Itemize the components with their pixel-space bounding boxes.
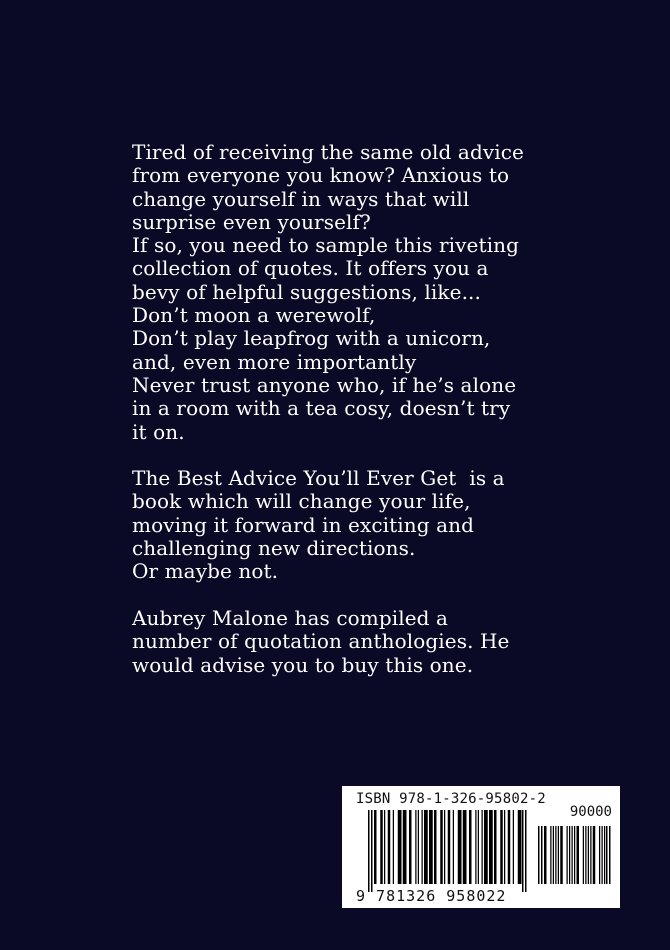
ean-digits: 9 781326 958022 (356, 887, 507, 905)
barcode-bar (440, 810, 443, 884)
barcode-bar (453, 810, 454, 884)
barcode-bar (415, 810, 416, 884)
barcode-bar (518, 810, 522, 884)
barcode-bar (572, 826, 573, 884)
barcode-bar (538, 826, 540, 884)
barcode-bar (593, 826, 596, 884)
barcode-bar (560, 826, 563, 884)
barcode-bar (544, 826, 547, 884)
barcode-bar (444, 810, 445, 884)
barcode-bar (469, 810, 472, 884)
blurb-line: from everyone you know? Anxious to (132, 163, 510, 188)
blurb-line: would advise you to buy this one. (132, 652, 474, 677)
barcode-bar (398, 810, 402, 884)
blurb-line: Aubrey Malone has compiled a (132, 605, 449, 630)
barcode-bar (489, 810, 493, 884)
blurb-line: The Best Advice You’ll Ever Get is a (132, 466, 505, 491)
back-cover-blurb (132, 141, 652, 700)
barcode-bar (525, 810, 527, 892)
barcode-bar (409, 810, 412, 884)
barcode-bar (374, 810, 377, 884)
blurb-paragraph-1 (132, 141, 652, 444)
blurb-line: moving it forward in exciting and (132, 512, 475, 537)
blurb-line: number of quotation anthologies. He (132, 629, 510, 654)
blurb-line: Don’t moon a werewolf, (132, 303, 376, 328)
barcode-bar (550, 826, 551, 884)
barcode-bar (484, 810, 488, 884)
blurb-line: book which will change your life, (132, 489, 471, 514)
barcode-bar (478, 810, 479, 884)
barcode-bar (494, 810, 497, 884)
barcode-bar (574, 826, 575, 884)
barcode-bar (418, 810, 419, 884)
barcode-bar (599, 826, 600, 884)
price-code: 90000 (569, 804, 612, 820)
barcode-bar (424, 810, 428, 884)
barcode-bar (569, 826, 570, 884)
blurb-line: Or maybe not. (132, 559, 279, 584)
barcode-bar (371, 810, 373, 892)
blurb-line: challenging new directions. (132, 536, 416, 561)
blurb-line: collection of quotes. It offers you a (132, 256, 489, 281)
blurb-line: change yourself in ways that will (132, 186, 470, 211)
barcode-bar (380, 810, 383, 884)
barcode-bar (429, 810, 433, 884)
blurb-line: Tired of receiving the same old advice (132, 140, 524, 164)
barcode-bar (422, 810, 423, 884)
blurb-paragraph-3 (132, 607, 652, 677)
blurb-line: surprise even yourself? (132, 209, 371, 234)
blurb-paragraph-2 (132, 467, 652, 583)
blurb-line: If so, you need to sample this riveting (132, 233, 519, 258)
barcode-bar (541, 826, 543, 884)
barcode-bar (508, 810, 511, 884)
barcode-bar (577, 826, 580, 884)
blurb-line: it on. (132, 419, 185, 444)
barcode-bar (368, 810, 370, 892)
barcode-bar (583, 826, 584, 884)
barcode-bar (513, 810, 514, 884)
barcode-bar (567, 826, 568, 884)
barcode-bar (588, 826, 589, 884)
barcode-bar (606, 826, 608, 884)
barcode-bar (434, 810, 437, 884)
barcode-bar (458, 810, 462, 884)
blurb-line: in a room with a tea cosy, doesn’t try (132, 396, 511, 421)
barcode-bar (475, 810, 476, 884)
barcode-bar (558, 826, 559, 884)
barcode-bar (388, 810, 391, 884)
barcode-bar (585, 826, 586, 884)
barcode-bar (590, 826, 591, 884)
barcode-bar (500, 810, 503, 884)
barcode-bar (553, 826, 554, 884)
barcode-bar (448, 810, 451, 884)
blurb-line: Never trust anyone who, if he’s alone (132, 372, 517, 397)
barcode-bar (403, 810, 407, 884)
barcode-bar (609, 826, 611, 884)
barcode-bar (393, 810, 394, 884)
isbn-barcode (342, 786, 620, 908)
isbn-number: ISBN 978-1-326-95802-2 (356, 791, 546, 807)
barcode-bar (602, 826, 603, 884)
blurb-line: and, even more importantly (132, 349, 417, 374)
blurb-line: Don’t play leapfrog with a unicorn, (132, 326, 491, 351)
barcode-bar (384, 810, 385, 884)
barcode-bar (522, 810, 524, 892)
barcode-bar (482, 810, 483, 884)
barcode-bar (555, 826, 556, 884)
blurb-line: bevy of helpful suggestions, like... (132, 279, 481, 304)
barcode-bar (463, 810, 467, 884)
barcode-bar (604, 826, 605, 884)
barcode-bar (504, 810, 505, 884)
